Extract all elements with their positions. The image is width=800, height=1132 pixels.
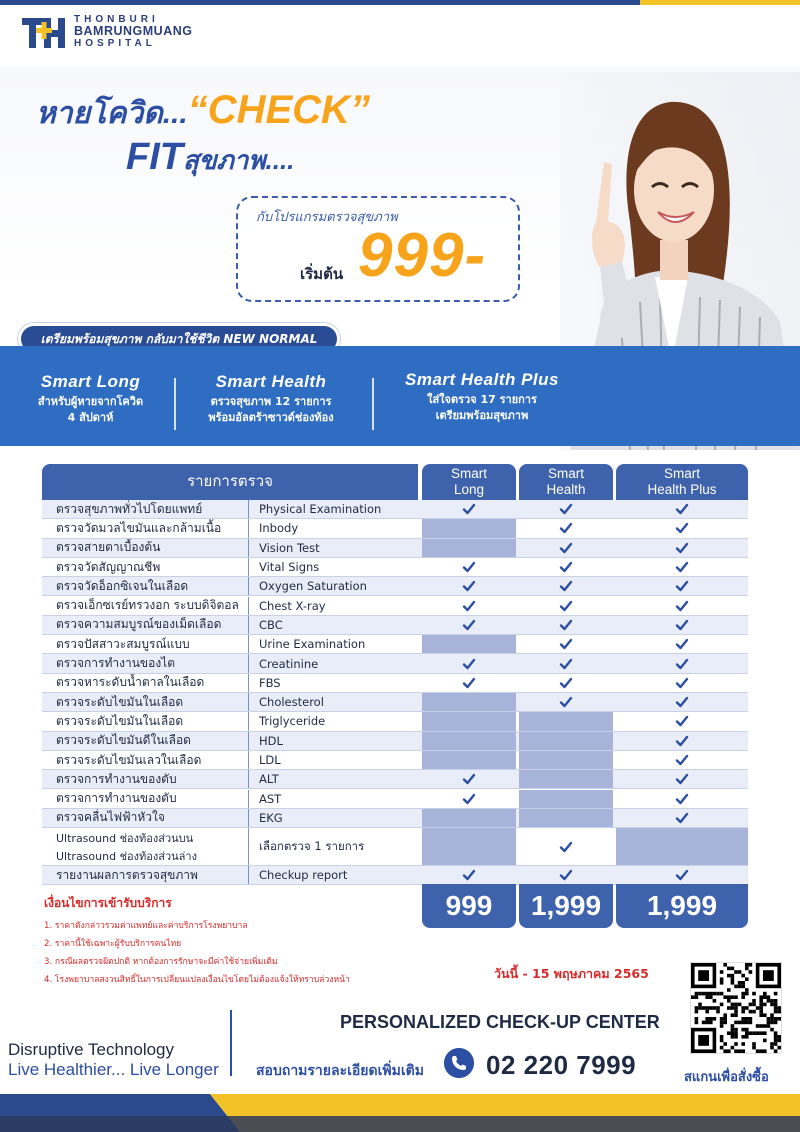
row-english-label: Urine Examination [248,635,418,653]
not-included-cell [422,539,516,557]
row-thai-label: ตรวจความสมบูรณ์ของเม็ดเลือด [56,617,222,632]
contact-label: สอบถามรายละเอียดเพิ่มเติม [256,1063,424,1079]
row-english-label: Vision Test [248,539,418,557]
condition-item: 2. ราคานี้ใช้เฉพาะผู้รับบริการคนไทย [44,939,182,949]
footer-divider [230,1010,232,1076]
check-icon [616,577,748,595]
check-icon [519,616,613,634]
row-english-label: ALT [248,770,418,788]
condition-item: 4. โรงพยาบาลสงวนสิทธิ์ในการเปลี่ยนแปลงเงื่อนไขโดยไม่ต้องแจ้งให้ทราบล่วงหน้า [44,975,350,985]
check-icon [519,693,613,711]
check-icon [422,790,516,808]
check-icon [519,558,613,576]
row-english-label: Oxygen Saturation [248,577,418,595]
program-title: Smart Long [40,372,141,391]
program-desc-1: สำหรับผู้หายจากโควิด [37,395,144,408]
check-icon [616,751,748,769]
check-icon [616,558,748,576]
row-thai-label: รายงานผลการตรวจสุขภาพ [56,867,198,882]
not-included-cell [422,693,516,711]
row-english-label: Creatinine [248,654,418,672]
table-row [42,866,748,885]
program-desc-2: เตรียมพร้อมสุขภาพ [435,408,529,422]
row-english-label: AST [248,790,418,808]
row-english-label: LDL [248,751,418,769]
row-thai-label: ตรวจสายตาเบื้องต้น [56,540,161,555]
table-row [42,770,748,789]
table-row [42,732,748,751]
check-icon [616,712,748,730]
check-icon [616,539,748,557]
check-icon [616,790,748,808]
row-english-label: FBS [248,674,418,692]
row-thai-label: ตรวจสุขภาพทั่วไปโดยแพทย์ [56,501,203,516]
row-thai-label: ตรวจการทำงานของตับ [56,791,177,806]
not-included-cell [519,712,613,730]
headline-fit: FIT [126,136,183,178]
row-english-label: EKG [248,809,418,827]
row-thai-label [42,828,246,865]
check-icon [422,500,516,518]
not-included-cell [519,790,613,808]
check-icon [422,558,516,576]
program-desc-2: พร้อมอัลตร้าซาวด์ช่องท้อง [208,410,334,424]
column-header-line: Smart [450,466,487,482]
check-icon [519,519,613,537]
check-icon [422,770,516,788]
row-english-label: เลือกตรวจ 1 รายการ [248,828,418,865]
bottom-accent-bar [0,1094,800,1132]
table-row [42,790,748,809]
logo-line-1: THONBURI [74,13,159,25]
not-included-cell [422,809,516,827]
not-included-cell [422,732,516,750]
row-thai-label: ตรวจวัดอ็อกซิเจนในเลือด [56,578,189,593]
check-icon [519,577,613,595]
table-row [42,674,748,693]
check-icon [616,732,748,750]
check-icon [422,616,516,634]
row-english-label: Chest X-ray [248,597,418,615]
headline-health: สุขภาพ.... [182,145,295,175]
table-row [42,577,748,596]
column-header-line: Long [453,482,485,497]
column-header-smart-long [422,464,516,500]
check-icon [519,500,613,518]
column-header-smart-health-plus [616,464,748,500]
row-thai-label: ตรวจระดับไขมันเลวในเลือด [56,752,202,767]
promo-price-box [236,196,520,302]
headline-thai: หายโควิด... [36,97,188,130]
check-icon [519,866,613,884]
center-name: PERSONALIZED CHECK-UP CENTER [340,1012,660,1032]
check-icon [519,539,613,557]
row-thai-label: ตรวจการทำงานของไต [56,656,176,671]
tagline-1: Disruptive Technology [8,1040,174,1059]
row-english-label: Cholesterol [248,693,418,711]
price-smart-health: 1,999 [519,884,613,928]
check-icon [519,597,613,615]
row-thai-line: Ultrasound ช่องท้องส่วนบน [56,831,194,845]
table-row [42,635,748,654]
row-thai-label: ตรวจหาระดับน้ำตาลในเลือด [56,675,205,690]
not-included-cell [422,635,516,653]
headline-line-1 [36,88,370,137]
not-included-cell [422,519,516,537]
promo-subtitle: กับโปรแกรมตรวจสุขภาพ [256,210,398,225]
row-thai-label: ตรวจวัดสัญญาณชีพ [56,559,161,574]
tagline-2: Live Healthier... Live Longer [8,1060,219,1079]
check-icon [422,577,516,595]
table-header-items: รายการตรวจ [42,464,418,500]
table-row [42,539,748,558]
promo-start-label: เริ่มต้น [300,265,344,283]
program-smart-health [182,372,360,426]
row-english-label: Physical Examination [248,500,418,518]
qr-code-icon[interactable] [690,962,782,1054]
not-included-cell [519,751,613,769]
check-icon [616,500,748,518]
table-row [42,597,748,616]
check-icon [616,635,748,653]
table-row [42,693,748,712]
program-smart-long [18,372,163,426]
row-thai-label: ตรวจระดับไขมันในเลือด [56,694,184,709]
phone-number[interactable]: 02 220 7999 [486,1050,637,1080]
column-header-line: Smart [547,466,584,482]
check-icon [616,674,748,692]
row-thai-label: ตรวจปัสสาวะสมบูรณ์แบบ [56,636,190,651]
table-row [42,751,748,770]
program-smart-health-plus [384,370,580,424]
table-row [42,519,748,538]
program-divider [174,378,176,430]
row-english-label: Inbody [248,519,418,537]
not-included-cell [422,712,516,730]
price-smart-health-plus: 1,999 [616,884,748,928]
not-included-cell [616,828,748,865]
row-thai-label: ตรวจคลื่นไฟฟ้าหัวใจ [56,810,165,825]
check-icon [616,866,748,884]
table-row [42,654,748,673]
check-icon [519,654,613,672]
column-header-smart-health [519,464,613,500]
column-header-line: Health Plus [647,482,717,497]
hospital-logo[interactable] [22,14,193,50]
check-icon [616,770,748,788]
check-icon [616,519,748,537]
condition-item: 3. กรณีผลตรวจผิดปกติ หากต้องการรักษาจะมีค่าใช้จ่ายเพิ่มเติม [44,957,278,967]
headline-line-2 [126,136,294,181]
program-title: Smart Health [215,372,327,391]
check-icon [519,674,613,692]
row-thai-label: ตรวจวัดมวลไขมันและกล้ามเนื้อ [56,520,222,535]
table-row [42,712,748,731]
check-icon [616,809,748,827]
logo-cross-icon [22,14,66,50]
headline-check: “CHECK” [187,88,370,132]
program-desc-1: ตรวจสุขภาพ 12 รายการ [210,395,332,408]
check-icon [616,597,748,615]
row-english-label: HDL [248,732,418,750]
row-thai-label: ตรวจเอ็กซเรย์ทรวงอก ระบบดิจิตอล [56,598,239,613]
logo-line-3: HOSPITAL [74,37,156,49]
column-header-line: Smart [663,466,700,482]
not-included-cell [519,809,613,827]
promo-date: วันนี้ - 15 พฤษภาคม 2565 [494,966,649,981]
check-icon [422,597,516,615]
qr-label: สแกนเพื่อสั่งซื้อ [684,1070,769,1085]
row-english-label: Vital Signs [248,558,418,576]
price-smart-long: 999 [422,884,516,928]
table-row [42,500,748,519]
conditions-title: เงื่อนไขการเข้ารับบริการ [44,896,172,910]
table-row [42,809,748,828]
phone-icon[interactable] [444,1048,474,1078]
table-row [42,558,748,577]
check-icon [616,693,748,711]
row-thai-label: ตรวจการทำงานของตับ [56,771,177,786]
row-thai-label: ตรวจระดับไขมันในเลือด [56,713,184,728]
not-included-cell [422,751,516,769]
program-title: Smart Health Plus [405,370,559,389]
table-row [42,616,748,635]
row-english-label: Triglyceride [248,712,418,730]
condition-item: 1. ราคาดังกล่าวรวมค่าแพทย์และค่าบริการโรงพยาบาล [44,921,248,931]
check-icon [616,616,748,634]
check-icon [519,828,613,865]
check-icon [616,654,748,672]
not-included-cell [519,770,613,788]
promo-price: 999- [358,221,487,290]
row-thai-line: Ultrasound ช่องท้องส่วนล่าง [56,849,197,863]
check-icon [422,866,516,884]
row-english-label: Checkup report [248,866,418,884]
new-normal-pill: เตรียมพร้อมสุขภาพ กลับมาใช้ชีวิต NEW NORMAL [18,323,340,355]
logo-line-2: BAMRUNGMUANG [74,24,193,39]
column-header-line: Health [546,482,586,497]
not-included-cell [519,732,613,750]
check-icon [422,674,516,692]
program-divider [372,378,374,430]
table-row [42,828,748,866]
not-included-cell [422,828,516,865]
check-icon [422,654,516,672]
row-thai-label: ตรวจระดับไขมันดีในเลือด [56,733,191,748]
program-desc-2: 4 สัปดาห์ [67,410,114,424]
row-english-label: CBC [248,616,418,634]
check-icon [519,635,613,653]
program-desc-1: ใส่ใจตรวจ 17 รายการ [427,393,537,406]
